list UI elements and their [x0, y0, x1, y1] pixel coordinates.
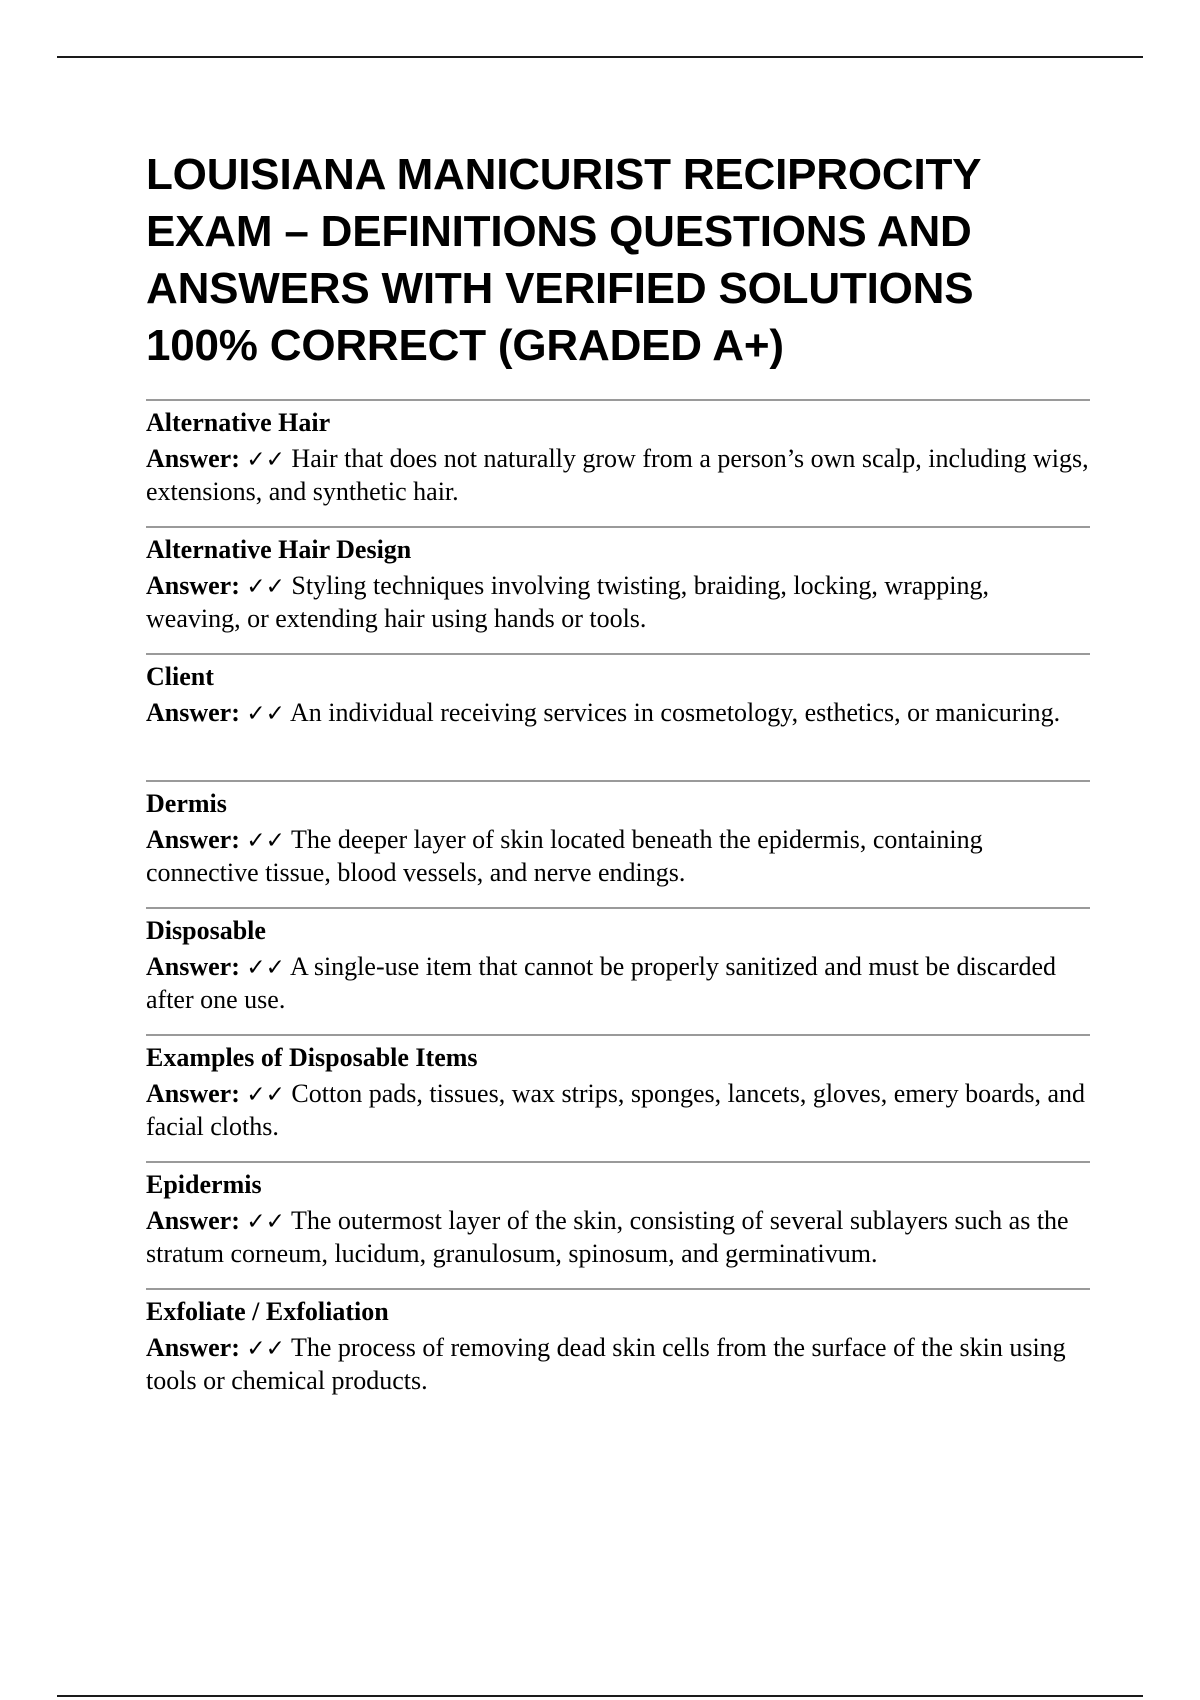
answer-label: Answer: [146, 1079, 240, 1108]
definition-entry [146, 526, 1090, 653]
definition-entry [146, 399, 1090, 526]
term-heading: Alternative Hair [146, 408, 331, 437]
double-check-icon: ✓✓ [246, 1336, 285, 1362]
definition-text: The process of removing dead skin cells from the surface of the skin using tools or chemical products. [146, 1333, 1066, 1395]
double-check-icon: ✓✓ [246, 1209, 285, 1235]
definition-text: The outermost layer of the skin, consisting of several sublayers such as the stratum corneum, lucidum, granulosum, spinosum, and germinativum. [146, 1206, 1069, 1268]
definition-text: A single-use item that cannot be properly sanitized and must be discarded after one use. [146, 952, 1057, 1014]
page-top-rule [57, 56, 1143, 58]
page-bottom-rule [57, 1695, 1143, 1697]
answer-label: Answer: [146, 571, 240, 600]
answer-label: Answer: [146, 444, 240, 473]
answer-label: Answer: [146, 698, 240, 727]
term-heading: Examples of Disposable Items [146, 1043, 478, 1072]
definition-entry [146, 1034, 1090, 1161]
answer-text [146, 824, 1090, 889]
answer-text [146, 443, 1090, 508]
term-heading: Client [146, 662, 214, 691]
answer-text [146, 1332, 1090, 1397]
term-heading: Epidermis [146, 1170, 262, 1199]
definition-entry [146, 780, 1090, 907]
term-heading: Exfoliate / Exfoliation [146, 1297, 389, 1326]
document-body [146, 146, 1090, 1415]
answer-text [146, 570, 1090, 635]
double-check-icon: ✓✓ [246, 1082, 285, 1108]
definition-entry [146, 1288, 1090, 1415]
double-check-icon: ✓✓ [246, 701, 285, 727]
double-check-icon: ✓✓ [246, 447, 285, 473]
answer-label: Answer: [146, 952, 240, 981]
definition-text: Hair that does not naturally grow from a person’s own scalp, including wigs, extensions, and synthetic hair. [146, 444, 1089, 506]
definition-entry [146, 653, 1090, 780]
definition-entry [146, 1161, 1090, 1288]
answer-label: Answer: [146, 825, 240, 854]
double-check-icon: ✓✓ [246, 574, 285, 600]
answer-text [146, 697, 1090, 730]
answer-label: Answer: [146, 1333, 240, 1362]
answer-text [146, 1205, 1090, 1270]
document-title: LOUISIANA MANICURIST RECIPROCITY EXAM – DEFINITIONS QUESTIONS AND ANSWERS WITH VERIFIED SOLUTIONS 100% CORRECT (GRADED A+) [146, 150, 981, 370]
definition-text: Styling techniques involving twisting, braiding, locking, wrapping, weaving, or extending hair using hands or tools. [146, 571, 990, 633]
term-heading: Alternative Hair Design [146, 535, 412, 564]
definition-entry [146, 907, 1090, 1034]
answer-label: Answer: [146, 1206, 240, 1235]
double-check-icon: ✓✓ [246, 828, 285, 854]
term-heading: Dermis [146, 789, 227, 818]
answer-text [146, 1078, 1090, 1143]
definition-text: An individual receiving services in cosmetology, esthetics, or manicuring. [290, 698, 1061, 727]
definition-text: Cotton pads, tissues, wax strips, sponges, lancets, gloves, emery boards, and facial cloths. [146, 1079, 1086, 1141]
term-heading: Disposable [146, 916, 266, 945]
definition-text: The deeper layer of skin located beneath the epidermis, containing connective tissue, blood vessels, and nerve endings. [146, 825, 983, 887]
double-check-icon: ✓✓ [246, 955, 285, 981]
answer-text [146, 951, 1090, 1016]
